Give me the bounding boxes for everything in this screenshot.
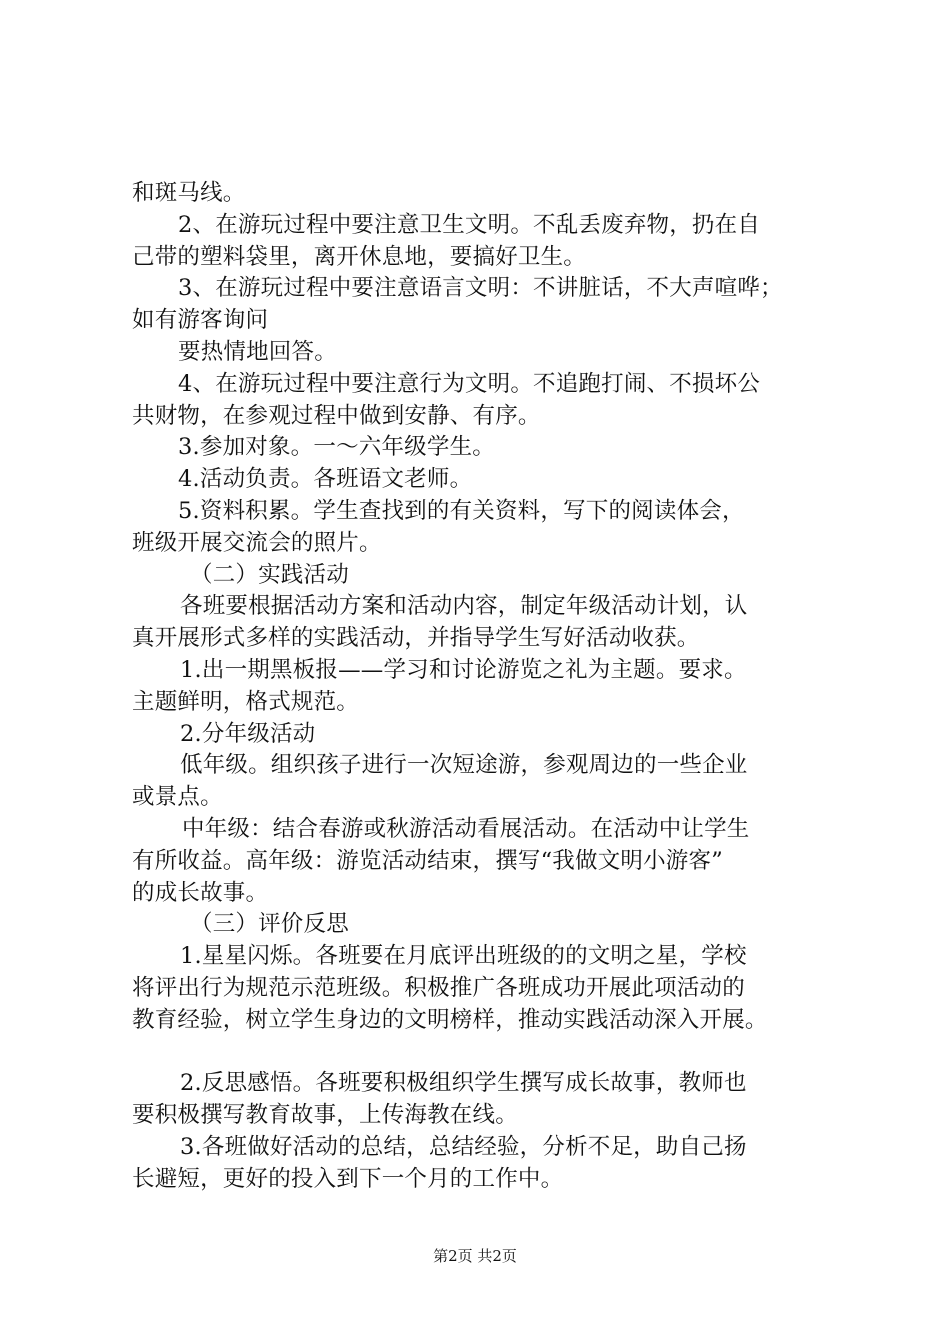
list-item-hygiene: 2、在游玩过程中要注意卫生文明。不乱丢废弃物，扔在自: [178, 211, 761, 238]
text-line: 长避短，更好的投入到下一个月的工作中。: [132, 1165, 564, 1192]
text-line: 教育经验，树立学生身边的文明榜样，推动实践活动深入开展。: [132, 1006, 768, 1033]
list-item-behavior: 4、在游玩过程中要注意行为文明。不追跑打闹、不损坏公: [178, 370, 761, 397]
text-line: 己带的塑料袋里，离开休息地，要搞好卫生。: [132, 243, 587, 270]
list-item-reflection: 2.反思感悟。各班要积极组织学生撰写成长故事，教师也: [180, 1070, 747, 1097]
text-line: 共财物，在参观过程中做到安静、有序。: [132, 402, 541, 429]
paragraph-line: 中年级：结合春游或秋游活动看展活动。在活动中让学生: [182, 815, 750, 842]
list-item-materials: 5.资料积累。学生查找到的有关资料，写下的阅读体会，: [178, 497, 745, 524]
list-item-summary: 3.各班做好活动的总结，总结经验，分析不足，助自己扬: [180, 1133, 747, 1160]
section-heading-practice: （二）实践活动: [190, 561, 349, 588]
section-heading-evaluation: （三）评价反思: [190, 911, 349, 938]
paragraph-gap: [132, 1037, 832, 1069]
text-line: 将评出行为规范示范班级。积极推广各班成功开展此项活动的: [132, 974, 745, 1001]
text-line: 如有游客询问: [132, 307, 269, 334]
list-item-participants: 3.参加对象。一～六年级学生。: [178, 434, 495, 461]
paragraph-line: 低年级。组织孩子进行一次短途游，参观周边的一些企业: [180, 752, 748, 779]
text-line: 和斑马线。: [132, 180, 246, 206]
document-body: [132, 178, 832, 1196]
paragraph-line: 各班要根据活动方案和活动内容，制定年级活动计划，认: [180, 593, 748, 620]
list-item-language: 3、在游玩过程中要注意语言文明：不讲脏话，不大声喧哗；: [178, 275, 783, 302]
list-item-responsible: 4.活动负责。各班语文老师。: [178, 466, 473, 493]
text-line: 或景点。: [132, 784, 223, 811]
text-line: 要热情地回答。: [178, 338, 337, 365]
list-item-blackboard: 1.出一期黑板报——学习和讨论游览之礼为主题。要求。: [180, 656, 747, 683]
page-footer: 第2页 共2页: [433, 1247, 517, 1265]
text-line: 有所收益。高年级：游览活动结束，撰写“我做文明小游客”: [132, 847, 723, 874]
list-item-stars: 1.星星闪烁。各班要在月底评出班级的的文明之星，学校: [180, 943, 747, 970]
text-line: 主题鲜明，格式规范。: [132, 688, 360, 715]
list-item-grade-activities: 2.分年级活动: [180, 720, 316, 747]
text-line: 要积极撰写教育故事，上传海教在线。: [132, 1102, 518, 1129]
text-line: 班级开展交流会的照片。: [132, 529, 382, 556]
text-line: 真开展形式多样的实践活动，并指导学生写好活动收获。: [132, 625, 700, 652]
text-line: 的成长故事。: [132, 879, 269, 906]
